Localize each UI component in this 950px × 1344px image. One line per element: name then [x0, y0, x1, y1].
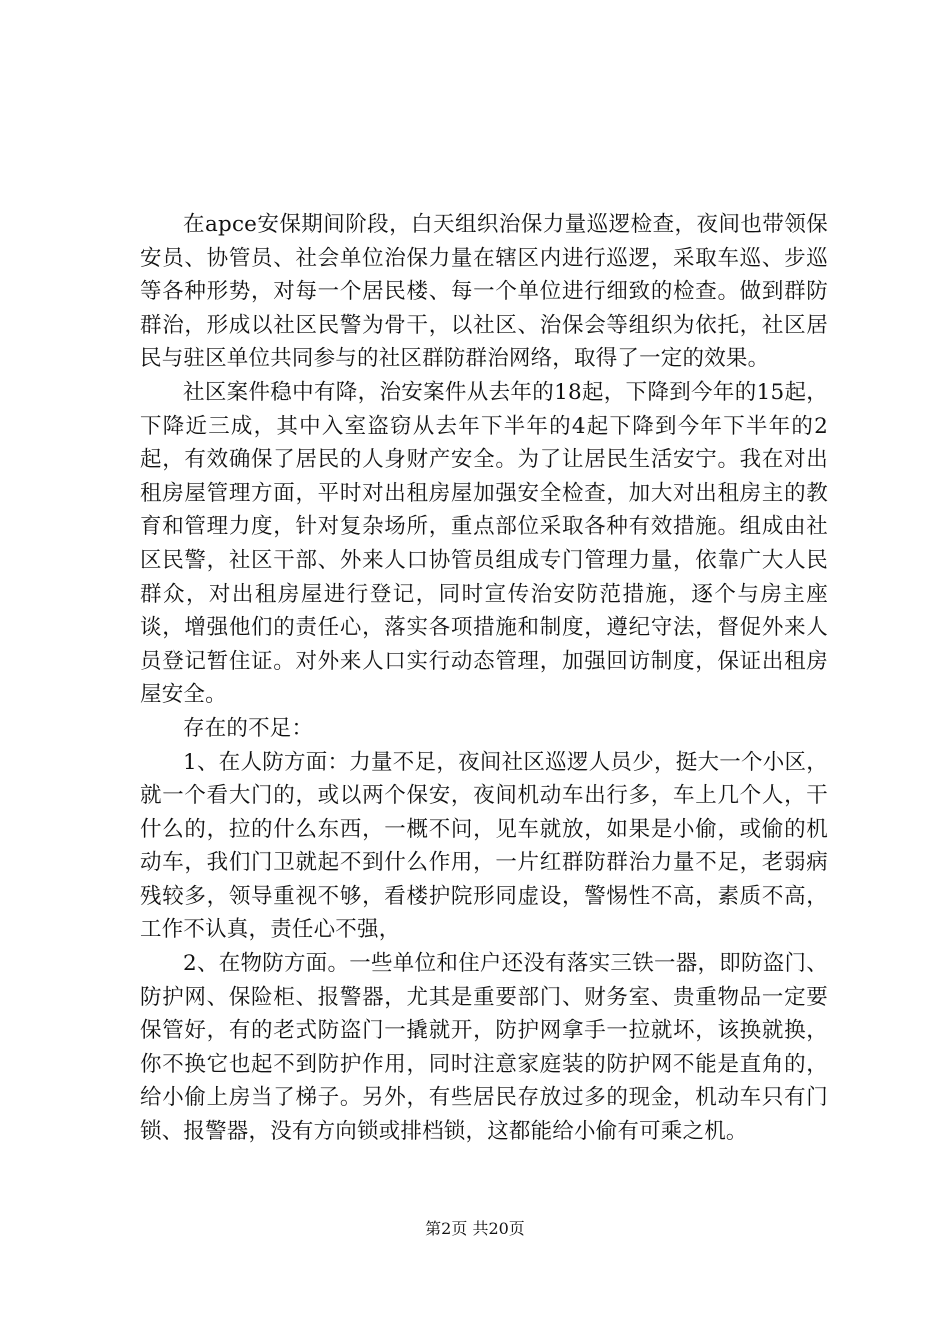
document-body [140, 208, 828, 1149]
paragraph-case-statistics: 社区案件稳中有降，治安案件从去年的18起，下降到今年的15起，下降近三成，其中入室盗窃从去年下半年的4起下降到今年下半年的2起，有效确保了居民的人身财产安全。为了让居民生活安宁。我在对出租房屋管理方面，平时对出租房屋加强安全检查，加大对出租房主的教育和管理力度，针对复杂场所，重点部位采取各种有效措施。组成由社区民警，社区干部、外来人口协管员组成专门管理力量，依靠广大人民群众，对出租房屋进行登记，同时宣传治安防范措施，逐个与房主座谈，增强他们的责任心，落实各项措施和制度，遵纪守法，督促外来人员登记暂住证。对外来人口实行动态管理，加强回访制度，保证出租房屋安全。 [140, 379, 828, 708]
paragraph-physical-defense: 2、在物防方面。一些单位和住户还没有落实三铁一器，即防盗门、防护网、保险柜、报警器，尤其是重要部门、财务室、贵重物品一定要保管好，有的老式防盗门一撬就开，防护网拿手一拉就坏，该换就换，你不换它也起不到防护作用，同时注意家庭装的防护网不能是直角的，给小偷上房当了梯子。另外，有些居民存放过多的现金，机动车只有门锁、报警器，没有方向锁或排档锁，这都能给小偷有可乘之机。 [140, 951, 828, 1145]
paragraph-personnel-defense: 1、在人防方面：力量不足，夜间社区巡逻人员少，挺大一个小区，就一个看大门的，或以两个保安，夜间机动车出行多，车上几个人，干什么的，拉的什么东西，一概不问，见车就放，如果是小偷，或偷的机动车，我们门卫就起不到什么作用，一片红群防群治力量不足，老弱病残较多，领导重视不够，看楼护院形同虚设，警惕性不高，素质不高，工作不认真，责任心不强， [140, 749, 828, 943]
page-number-footer: 第2页 共20页 [425, 1219, 525, 1238]
paragraph-security-period: 在apce安保期间阶段，白天组织治保力量巡逻检查，夜间也带领保安员、协管员、社会单位治保力量在辖区内进行巡逻，采取车巡、步巡等各种形势，对每一个居民楼、每一个单位进行细致的检查。做到群防群治，形成以社区民警为骨干，以社区、治保会等组织为依托，社区居民与驻区单位共同参与的社区群防群治网络，取得了一定的效果。 [140, 212, 828, 372]
paragraph-shortcomings-heading: 存在的不足： [183, 715, 314, 741]
